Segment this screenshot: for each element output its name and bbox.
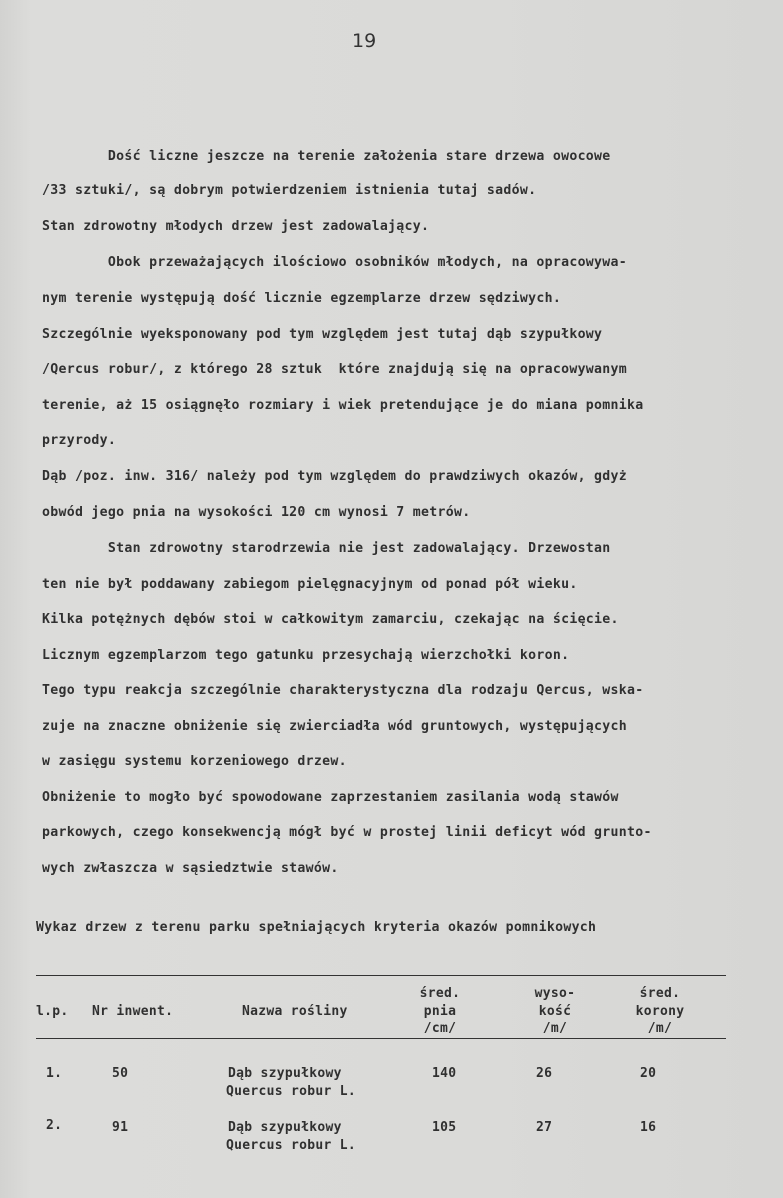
cell-nazwa-lacinska: Quercus robur L. — [226, 1084, 357, 1099]
text-line: Dąb /poz. inw. 316/ należy pod tym względem do prawdziwych okazów, gdyż — [42, 469, 628, 484]
text-line: Tego typu reakcja szczególnie charakterystyczna dla rodzaju Qercus, wska- — [42, 683, 644, 698]
text-line: Licznym egzemplarzom tego gatunku przesychają wierzchołki koron. — [42, 648, 570, 663]
header-nazwa: Nazwa rośliny — [242, 1004, 348, 1019]
cell-srednica-pnia: 140 — [432, 1066, 457, 1081]
text-line: przyrody. — [42, 433, 117, 448]
cell-lp: 1. — [46, 1066, 63, 1081]
text-line: parkowych, czego konsekwencją mógł być w prostej linii deficyt wód grunto- — [42, 825, 652, 840]
text-line: ten nie był poddawany zabiegom pielęgnacyjnym od ponad pół wieku. — [42, 577, 578, 592]
header-srednica-pnia-1: śred. — [419, 986, 461, 1001]
text-line: /33 sztuki/, są dobrym potwierdzeniem istnienia tutaj sadów. — [42, 183, 537, 198]
text-line: Stan zdrowotny młodych drzew jest zadowalający. — [42, 219, 430, 234]
cell-srednica-pnia: 105 — [432, 1120, 457, 1135]
header-srednica-pnia-3: /cm/ — [423, 1021, 457, 1036]
table-caption: Wykaz drzew z terenu parku spełniających kryteria okazów pomnikowych — [36, 920, 597, 935]
header-srednica-korony-1: śred. — [639, 986, 681, 1001]
page-number: 19 — [352, 30, 377, 52]
text-line: Obok przeważających ilościowo osobników młodych, na opracowywa- — [42, 255, 628, 270]
text-line: Obniżenie to mogło być spowodowane zaprzestaniem zasilania wodą stawów — [42, 790, 619, 805]
text-line: zuje na znaczne obniżenie się zwierciadła wód gruntowych, występujących — [42, 719, 628, 734]
cell-nr-inwent: 50 — [112, 1066, 129, 1081]
cell-wysokosc: 27 — [536, 1120, 553, 1135]
text-line: wych zwłaszcza w sąsiedztwie stawów. — [42, 861, 339, 876]
header-wysokosc-1: wyso- — [534, 986, 576, 1001]
text-line: Szczególnie wyeksponowany pod tym względem jest tutaj dąb szypułkowy — [42, 327, 603, 342]
text-line: obwód jego pnia na wysokości 120 cm wynosi 7 metrów. — [42, 505, 471, 520]
cell-lp: 2. — [46, 1118, 63, 1133]
cell-nazwa-polska: Dąb szypułkowy — [228, 1120, 342, 1135]
cell-nr-inwent: 91 — [112, 1120, 129, 1135]
cell-nazwa-lacinska: Quercus robur L. — [226, 1138, 357, 1153]
text-line: Stan zdrowotny starodrzewia nie jest zadowalający. Drzewostan — [42, 541, 611, 556]
table-top-rule — [36, 975, 726, 976]
text-line: /Qercus robur/, z którego 28 sztuk które znajdują się na opracowywanym — [42, 362, 628, 377]
text-line: Dość liczne jeszcze na terenie założenia stare drzewa owocowe — [42, 149, 611, 164]
cell-srednica-korony: 20 — [640, 1066, 657, 1081]
text-line: Kilka potężnych dębów stoi w całkowitym zamarciu, czekając na ścięcie. — [42, 612, 619, 627]
header-wysokosc-2: kość — [538, 1004, 572, 1019]
header-nr-inwent: Nr inwent. — [92, 1004, 174, 1019]
cell-srednica-korony: 16 — [640, 1120, 657, 1135]
header-lp: l.p. — [36, 1004, 69, 1019]
cell-nazwa-polska: Dąb szypułkowy — [228, 1066, 342, 1081]
cell-wysokosc: 26 — [536, 1066, 553, 1081]
header-wysokosc-3: /m/ — [542, 1021, 568, 1036]
table-header-rule — [36, 1038, 726, 1039]
text-line: w zasięgu systemu korzeniowego drzew. — [42, 754, 347, 769]
header-srednica-korony-3: /m/ — [647, 1021, 673, 1036]
header-srednica-pnia-2: pnia — [423, 1004, 457, 1019]
header-srednica-korony-2: korony — [635, 1004, 685, 1019]
text-line: terenie, aż 15 osiągnęło rozmiary i wiek pretendujące je do miana pomnika — [42, 398, 644, 413]
text-line: nym terenie występują dość licznie egzemplarze drzew sędziwych. — [42, 291, 562, 306]
